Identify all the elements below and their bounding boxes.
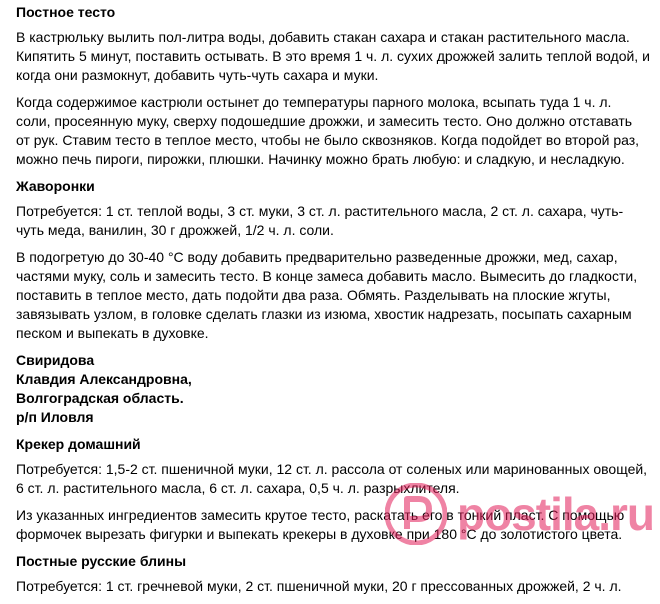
watermark-text: postila.ru <box>456 488 654 540</box>
recipe-ingredients: Потребуется: 1 ст. гречневой муки, 2 ст. пшеничной муки, 20 г прессованных дрожжей, 2 ч. л. <box>16 578 622 594</box>
recipe-title-lenten-dough: Постное тесто <box>16 4 116 20</box>
recipe-title-larks: Жаворонки <box>16 178 95 194</box>
recipe-paragraph: В подогретую до 30-40 °С воду добавить предварительно разведенные дрожжи, мед, сахар, частями муку, соль и замесить тесто. В конце замеса добавить масло. Вымесить до гладкости, поставить в теплое место, дать подойти два раза. Обмять. Разделывать на плоские жгуты, завязывать узлом, в головке сделать глазки из изюма, хвостик надрезать, посыпать сахарным песком и выпекать в духовке. <box>16 249 638 341</box>
author-signature: Свиридова Клавдия Александровна, Волгоградская область. р/п Иловля <box>16 352 192 425</box>
recipe-paragraph: Из указанных ингредиентов замесить крутое тесто, раскатать его в тонкий пласт. С помощью формочек вырезать фигурки и выпекать крекеры в духовке при 180 °С до золотистого цвета. <box>16 507 625 542</box>
recipe-title-lenten-pancakes: Постные русские блины <box>16 553 187 569</box>
article <box>16 0 660 604</box>
recipe-paragraph: Когда содержимое кастрюли остынет до температуры парного молока, всыпать туда 1 ч. л. соли, просеянную муку, сверху подошедшие дрожжи, и замесить тесто. Оно должно отставать от рук. Ставим тесто в теплое место, чтобы не было сквозняков. Когда подойдет во второй раз, можно печь пироги, пирожки, плюшки. Начинку можно брать любую: и сладкую, и несладкую. <box>16 94 640 167</box>
recipe-title-homemade-cracker: Крекер домашний <box>16 436 141 452</box>
recipe-ingredients: Потребуется: 1,5-2 ст. пшеничной муки, 12 ст. л. рассола от соленых или маринованных овощей, 6 ст. л. растительного масла, 6 ст. л. сахара, 0,5 ч. л. разрыхлителя. <box>16 461 648 496</box>
recipe-paragraph: В кастрюльку вылить пол-литра воды, добавить стакан сахара и стакан растительного масла. Кипятить 5 минут, поставить остывать. В это время 1 ч. л. сухих дрожжей залить теплой водой, и когда они размокнут, добавить чуть-чуть сахара и муки. <box>16 29 650 83</box>
recipe-ingredients: Потребуется: 1 ст. теплой воды, 3 ст. муки, 3 ст. л. растительного масла, 2 ст. л. сахара, чуть- чуть меда, ванилин, 30 г дрожжей, 1/2 ч. л. соли. <box>16 203 624 238</box>
